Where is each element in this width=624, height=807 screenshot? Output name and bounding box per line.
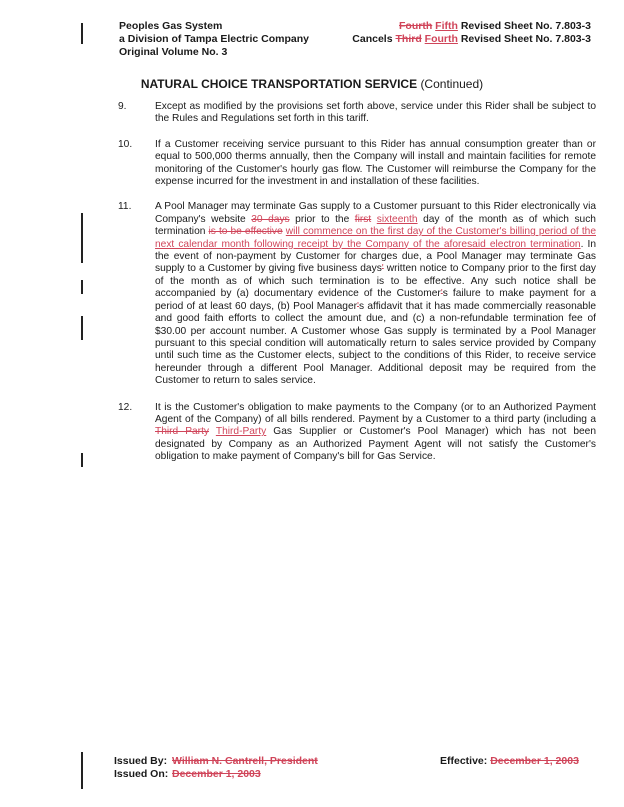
issue-footer	[114, 755, 594, 781]
effective-row	[440, 755, 579, 768]
revision-bar-item11-c	[81, 316, 83, 340]
sheet-old-revision: Fourth	[399, 20, 433, 32]
provision-text	[155, 402, 596, 464]
company-name: Peoples Gas System	[119, 20, 223, 32]
revision-bar-footer	[81, 752, 83, 789]
revision-bar-header	[81, 23, 83, 44]
inserted-text: sixteenth	[376, 213, 418, 225]
cancels-new-revision: Fourth	[424, 33, 458, 45]
deleted-text: 30 days	[251, 213, 290, 225]
text-segment: Gas Supplier or Customer's Pool Manager) which has not been designated by Company as an Authorized Payment Agent will not satisfy the Customer's obligation to make payment of Company's bill for Gas Service.	[155, 426, 596, 463]
provision-text: If a Customer receiving service pursuant to this Rider has annual consumption greater than or equal to 500,000 therms annually, then the Company will install and maintain facilities for remote monitoring of the Customer's hourly gas flow. The Customer will reimburse the Company for the expense incurred for the investment in and installation of these facilities.	[155, 138, 596, 188]
provision-number: 12.	[118, 401, 133, 413]
text-segment: s failure to make payment for a period of at least 60 days, (b) Pool Manager	[155, 288, 596, 312]
sheet-number	[399, 20, 591, 33]
provision-number: 10.	[118, 138, 133, 150]
deleted-text: is to be effective	[208, 226, 283, 238]
issued-by-value: William N. Cantrell, President	[172, 755, 318, 767]
text-segment: day of the month as of which such termination	[155, 213, 596, 238]
provision-11	[118, 201, 596, 387]
text-segment: s affidavit that it has made commercially reasonable and good faith efforts to collect the amount due, and (c) a non-refundable termination fee of $30.00 per account number. A Customer whose Gas supply is terminated by a Pool Manager pursuant to this special condition will automatically return to sales service provided by Company until such time as the Customer elects, subject to the conditions of this Rider, to receive service hereunder through a different Pool Manager. Additional deposit may be required from the Customer to return to sales service.	[155, 300, 596, 387]
cancels-sheet	[352, 33, 591, 46]
provision-number: 9.	[118, 101, 127, 112]
deleted-text: '	[357, 300, 359, 312]
deleted-text: '	[381, 263, 384, 275]
deleted-text: '	[440, 288, 443, 300]
text-segment: A Pool Manager may terminate Gas supply to a Customer pursuant to this Rider electronically via Company's website	[155, 201, 596, 225]
provision-number: 11.	[118, 201, 132, 213]
issued-on-value: December 1, 2003	[172, 768, 261, 780]
provision-12	[118, 402, 596, 464]
sheet-rest: Revised Sheet No. 7.803-3	[460, 20, 591, 32]
provision-text: Except as modified by the provisions set forth above, service under this Rider shall be subject to the Rules and Regulations set forth in this tariff.	[155, 101, 596, 125]
text-segment: written notice to Company prior to the first day of the month as of which such termination is to be effective. Any such notice shall be accompanied by (a) documentary evidence of the Customer	[155, 263, 596, 300]
title-continued: (Continued)	[420, 77, 484, 91]
title-main: NATURAL CHOICE TRANSPORTATION SERVICE	[140, 77, 418, 91]
cancels-rest: Revised Sheet No. 7.803-3	[460, 33, 591, 45]
issued-by-label: Issued By:	[114, 755, 168, 767]
inserted-text: will commence on the first day of the Customer's billing period of the next calendar month following receipt by the Company of the aforesaid electron termination	[155, 226, 596, 250]
deleted-text: first	[354, 213, 372, 225]
volume-label: Original Volume No. 3	[119, 46, 228, 58]
cancels-label: Cancels	[352, 33, 393, 45]
text-segment: prior to the	[295, 213, 350, 225]
tariff-header	[119, 20, 591, 59]
text-segment: . In the event of non-payment by Customer for charges due, a Pool Manager may terminate Gas supply to a Customer by giving five business days	[155, 238, 596, 275]
revision-bar-item12	[81, 453, 83, 467]
issued-on-row	[114, 768, 594, 781]
provision-9	[118, 101, 596, 126]
provision-10	[118, 139, 596, 189]
deleted-text: Third Party	[155, 426, 210, 438]
effective-value: December 1, 2003	[490, 755, 579, 767]
division-name: a Division of Tampa Electric Company	[119, 33, 310, 45]
revision-bar-item11-b	[81, 280, 83, 294]
text-segment: It is the Customer's obligation to make payments to the Company (or to an Authorized Payment Agent of the Company) of all bills rendered. Payment by a Customer to a third party (including a	[155, 401, 596, 425]
sheet-new-revision: Fifth	[435, 20, 458, 32]
effective-label: Effective:	[440, 755, 488, 767]
page-title	[0, 77, 624, 91]
cancels-old-revision: Third	[395, 33, 422, 45]
provisions-list	[118, 101, 596, 477]
issued-on-label: Issued On:	[114, 768, 169, 780]
revision-bar-item11-a	[81, 213, 83, 263]
provision-text	[155, 201, 596, 387]
inserted-text: Third-Party	[215, 426, 267, 438]
